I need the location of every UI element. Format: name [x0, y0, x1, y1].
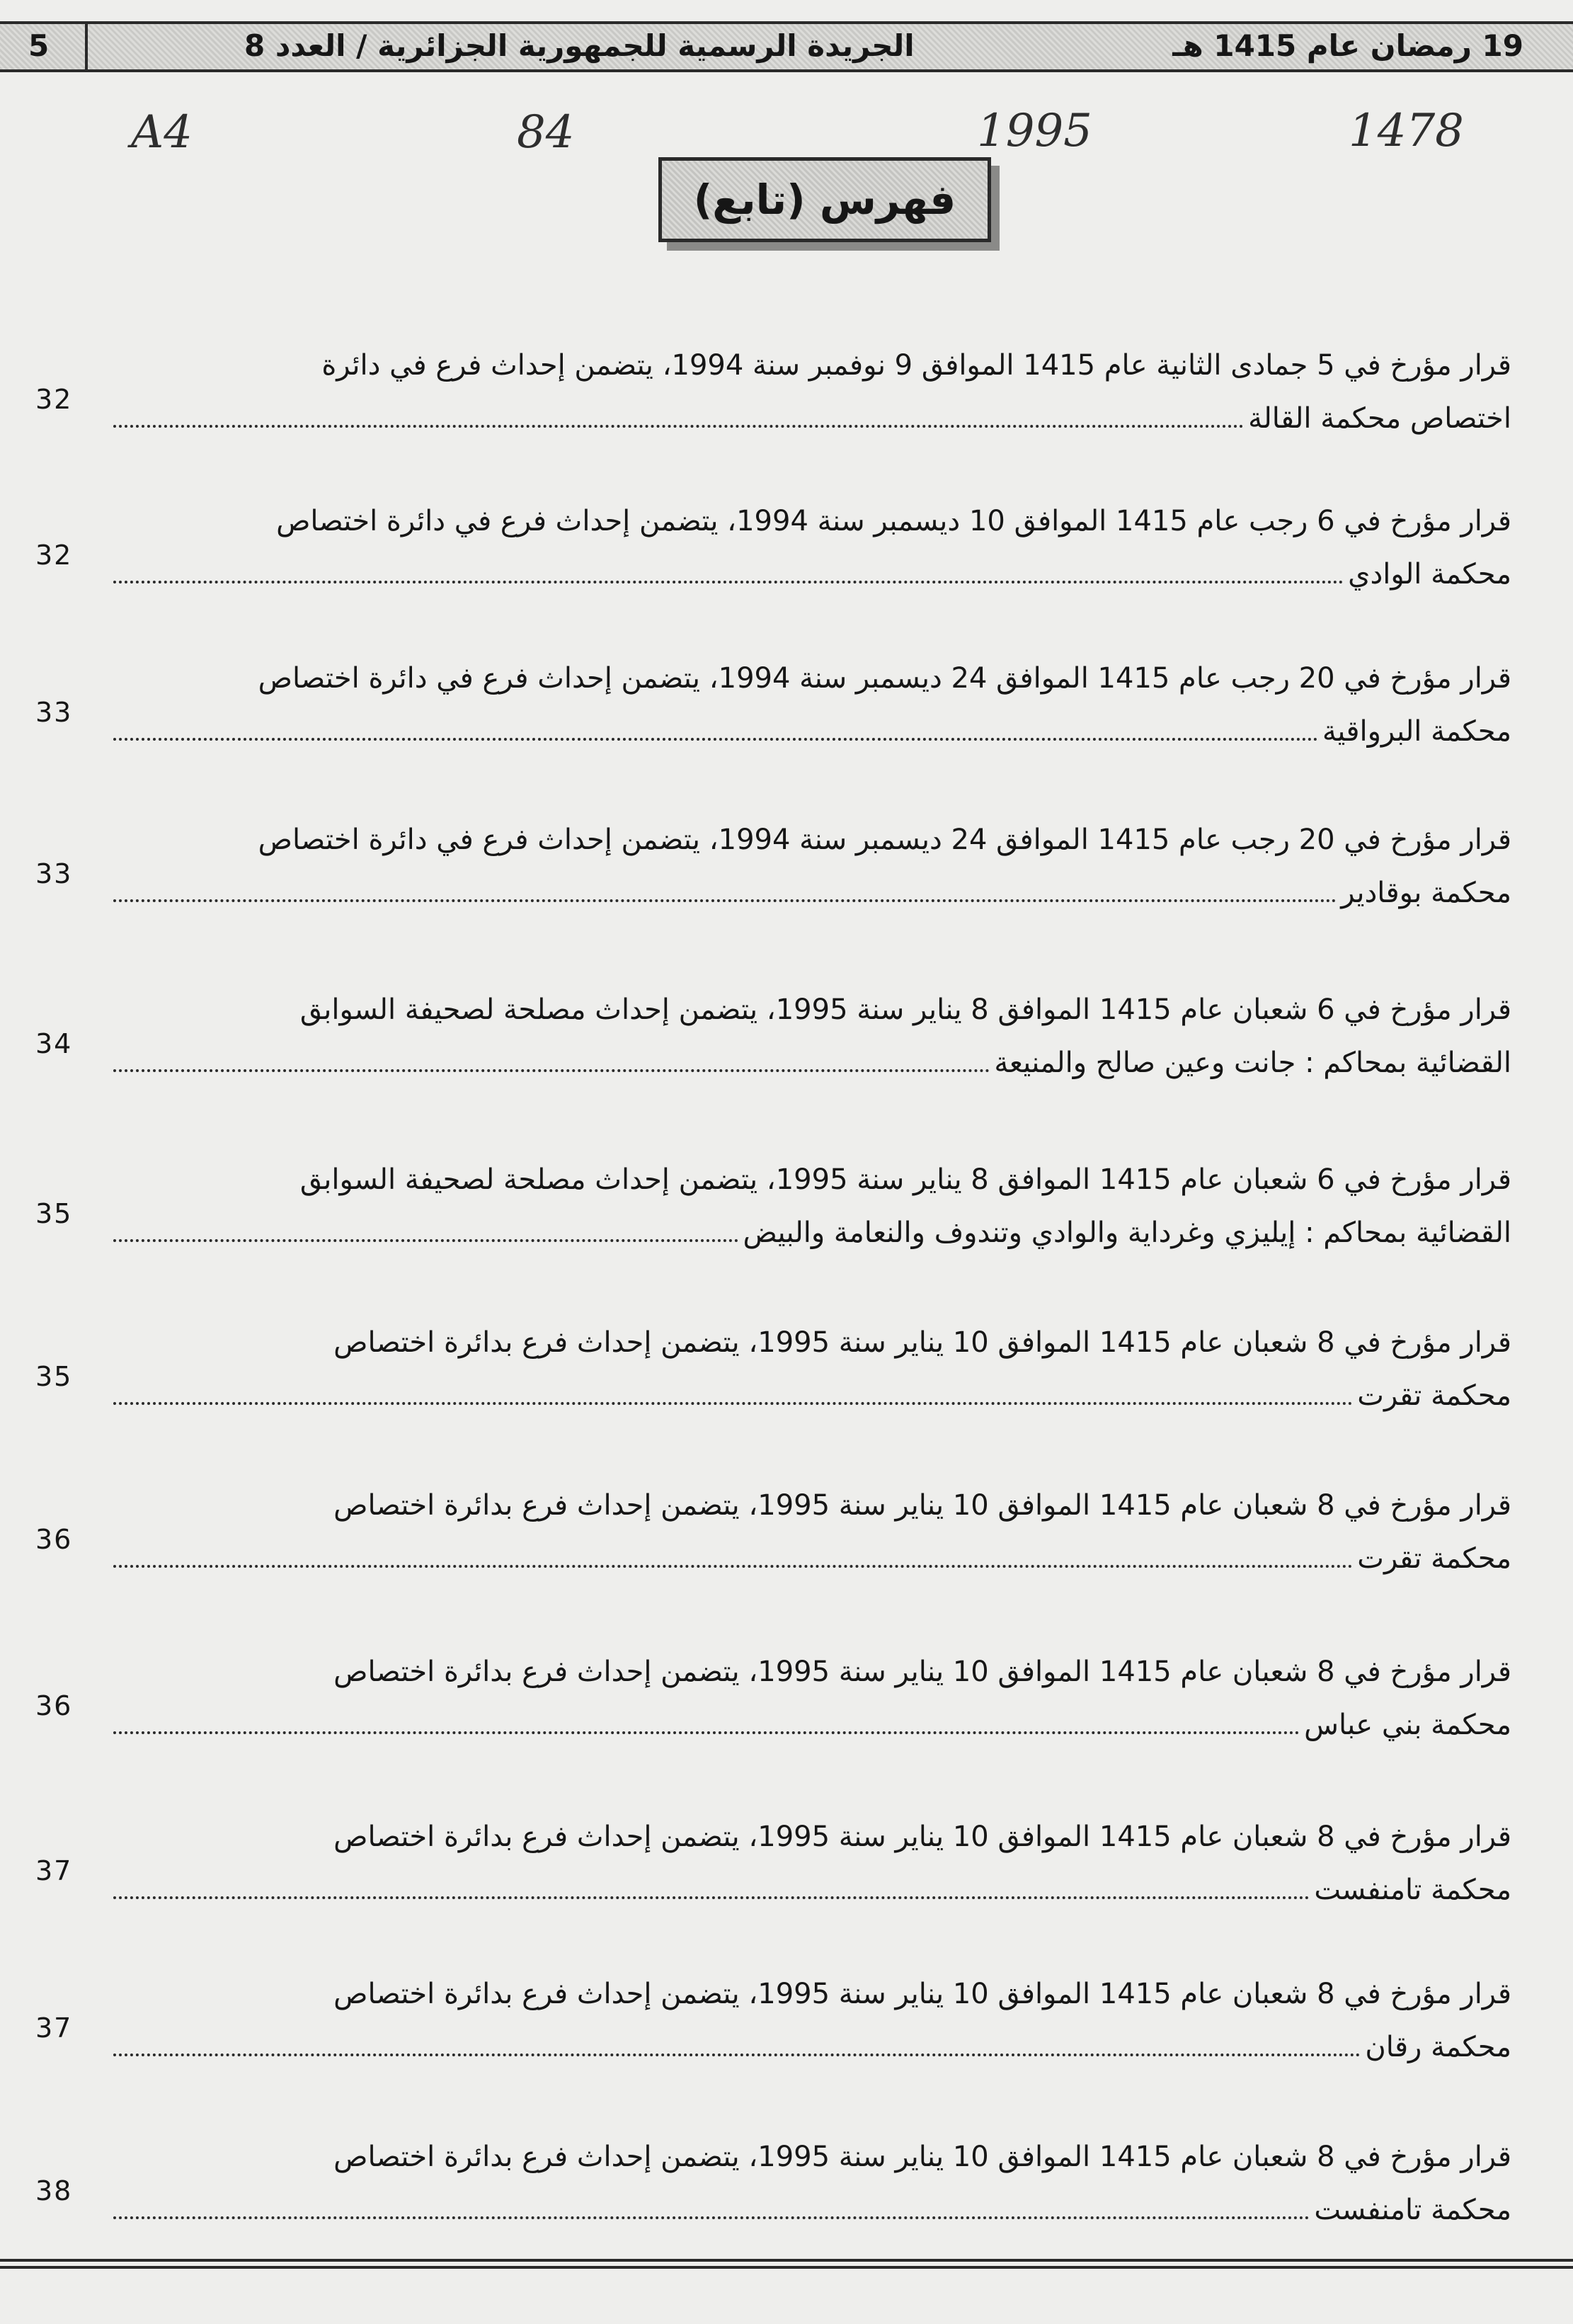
- entry-court: محكمة تامنفست: [1314, 1874, 1511, 1906]
- entry-continuation: [113, 1538, 1511, 1578]
- entry-court: محكمة بني عباس: [1304, 1709, 1511, 1741]
- dot-leader: [113, 1704, 1300, 1734]
- index-entry: [35, 2138, 1511, 2238]
- entry-page-number: 34: [35, 1028, 73, 1059]
- entry-continuation: [113, 711, 1511, 751]
- entry-continuation: [113, 1704, 1511, 1744]
- entry-continuation: [113, 554, 1511, 593]
- entry-court: محكمة رقان: [1365, 2031, 1511, 2063]
- header-divider: [85, 24, 88, 69]
- issue-date: 19 رمضان عام 1415 هـ: [1172, 28, 1523, 63]
- page-header: [0, 21, 1573, 72]
- entry-court: محكمة تقرت: [1357, 1542, 1511, 1575]
- handwritten-page-ref: 1478: [1349, 105, 1464, 157]
- entry-text: قرار مؤرخ في 5 جمادى الثانية عام 1415 الموافق 9 نوفمبر سنة 1994، يتضمن إحداث فرع في دائرة: [321, 349, 1511, 382]
- entry-text: قرار مؤرخ في 6 شعبان عام 1415 الموافق 8 يناير سنة 1995، يتضمن إحداث مصلحة لصحيفة السوابق: [299, 1163, 1511, 1196]
- entry-page-number: 38: [35, 2175, 73, 2206]
- entry-text: قرار مؤرخ في 6 شعبان عام 1415 الموافق 8 يناير سنة 1995، يتضمن إحداث مصلحة لصحيفة السوابق: [299, 993, 1511, 1026]
- index-entry: [35, 1324, 1511, 1423]
- entry-page-number: 33: [35, 697, 73, 728]
- dot-leader: [113, 1538, 1353, 1568]
- entry-page-number: 32: [35, 384, 73, 415]
- entry-page-number: 32: [35, 540, 73, 571]
- entry-continuation: [113, 1869, 1511, 1909]
- dot-leader: [113, 2189, 1310, 2219]
- entry-court: محكمة البرواقية: [1322, 715, 1511, 748]
- entry-continuation: [113, 398, 1511, 438]
- entry-court: محكمة تقرت: [1357, 1379, 1511, 1412]
- page-number: 5: [28, 28, 50, 63]
- entry-page-number: 37: [35, 2012, 73, 2044]
- index-entry: [35, 1818, 1511, 1918]
- index-entry: [35, 1161, 1511, 1260]
- entry-page-number: 37: [35, 1855, 73, 1886]
- entry-court: محكمة بوقادير: [1341, 877, 1511, 909]
- dot-leader: [113, 2027, 1361, 2056]
- entry-page-number: 35: [35, 1361, 73, 1392]
- dot-leader: [113, 554, 1344, 583]
- entry-text: قرار مؤرخ في 20 رجب عام 1415 الموافق 24 ديسمبر سنة 1994، يتضمن إحداث فرع في دائرة اختصاص: [258, 662, 1511, 695]
- journal-title: الجريدة الرسمية للجمهورية الجزائرية / العدد 8: [244, 28, 915, 63]
- entry-court: محكمة تامنفست: [1314, 2194, 1511, 2226]
- handwritten-number: 84: [517, 106, 575, 159]
- entry-continuation: [113, 1042, 1511, 1082]
- index-entry: [35, 503, 1511, 602]
- dot-leader: [113, 1869, 1310, 1899]
- dot-leader: [113, 1042, 990, 1072]
- handwritten-code: A4: [131, 106, 193, 159]
- entry-page-number: 36: [35, 1690, 73, 1721]
- entry-text: قرار مؤرخ في 8 شعبان عام 1415 الموافق 10 يناير سنة 1995، يتضمن إحداث فرع بدائرة اختصاص: [333, 2141, 1511, 2173]
- entry-court: محكمة الوادي: [1348, 558, 1511, 591]
- handwritten-year: 1995: [977, 105, 1092, 157]
- entry-continuation: [113, 2027, 1511, 2066]
- entry-page-number: 33: [35, 858, 73, 889]
- entry-text: قرار مؤرخ في 8 شعبان عام 1415 الموافق 10 يناير سنة 1995، يتضمن إحداث فرع بدائرة اختصاص: [333, 1978, 1511, 2010]
- index-entry: [35, 821, 1511, 921]
- section-title: فهرس (تابع): [693, 176, 956, 224]
- dot-leader: [113, 398, 1244, 428]
- entry-text: قرار مؤرخ في 6 رجب عام 1415 الموافق 10 ديسمبر سنة 1994، يتضمن إحداث فرع في دائرة اختصاص: [276, 505, 1511, 537]
- entry-continuation: [113, 2189, 1511, 2229]
- entry-text: قرار مؤرخ في 8 شعبان عام 1415 الموافق 10 يناير سنة 1995، يتضمن إحداث فرع بدائرة اختصاص: [333, 1326, 1511, 1359]
- entry-page-number: 35: [35, 1198, 73, 1229]
- entry-text: قرار مؤرخ في 8 شعبان عام 1415 الموافق 10 يناير سنة 1995، يتضمن إحداث فرع بدائرة اختصاص: [333, 1489, 1511, 1522]
- footer-rule: [0, 2259, 1573, 2269]
- index-entry: [35, 991, 1511, 1090]
- entry-court: القضائية بمحاكم : إيليزي وغرداية والوادي وتندوف والنعامة والبيض: [743, 1217, 1511, 1249]
- entry-court: اختصاص محكمة القالة: [1248, 402, 1511, 435]
- dot-leader: [113, 1375, 1353, 1405]
- dot-leader: [113, 872, 1337, 902]
- index-entry: [35, 1653, 1511, 1753]
- entry-continuation: [113, 1212, 1511, 1252]
- entry-text: قرار مؤرخ في 8 شعبان عام 1415 الموافق 10 يناير سنة 1995، يتضمن إحداث فرع بدائرة اختصاص: [333, 1656, 1511, 1688]
- index-entry: [35, 347, 1511, 446]
- entry-text: قرار مؤرخ في 8 شعبان عام 1415 الموافق 10 يناير سنة 1995، يتضمن إحداث فرع بدائرة اختصاص: [333, 1821, 1511, 1853]
- section-title-box: [658, 157, 991, 242]
- entry-court: القضائية بمحاكم : جانت وعين صالح والمنيعة: [994, 1047, 1511, 1079]
- index-entry: [35, 1487, 1511, 1586]
- index-entry: [35, 660, 1511, 759]
- entry-continuation: [113, 872, 1511, 912]
- index-entry: [35, 1976, 1511, 2075]
- dot-leader: [113, 1212, 738, 1242]
- entry-continuation: [113, 1375, 1511, 1415]
- entry-text: قرار مؤرخ في 20 رجب عام 1415 الموافق 24 ديسمبر سنة 1994، يتضمن إحداث فرع في دائرة اختصاص: [258, 824, 1511, 856]
- dot-leader: [113, 711, 1318, 741]
- entry-page-number: 36: [35, 1524, 73, 1555]
